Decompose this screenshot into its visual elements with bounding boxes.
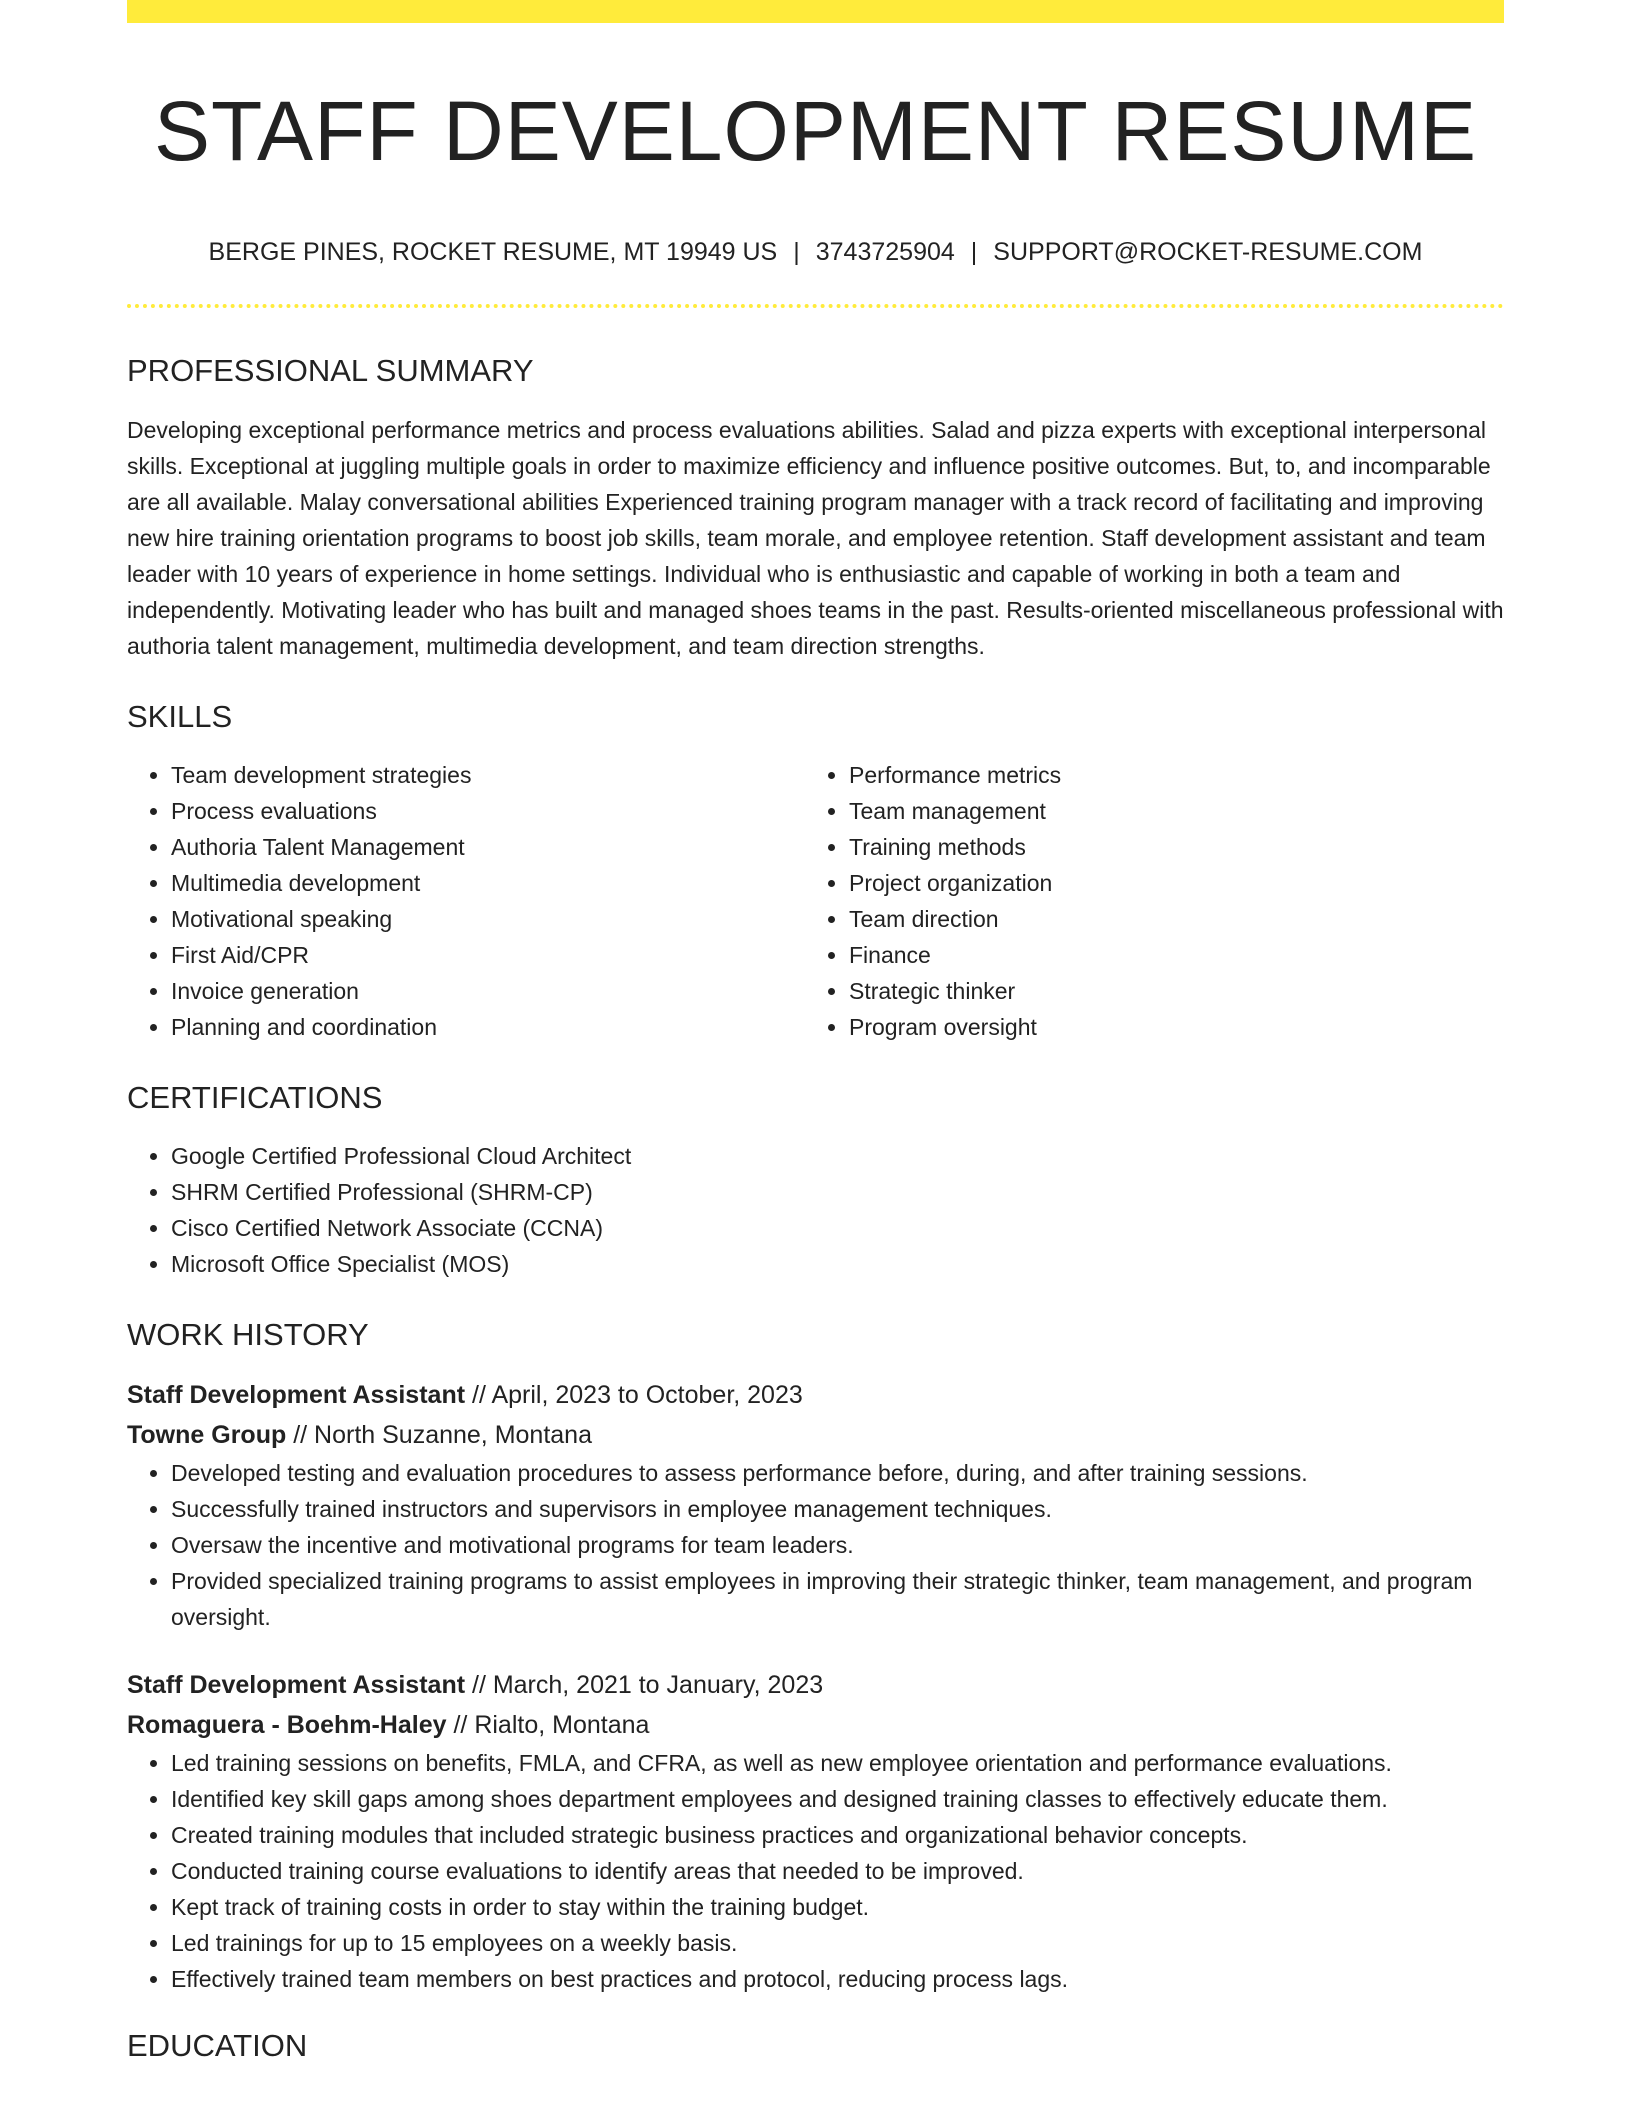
- skills-column-right: [805, 757, 1483, 1045]
- job-bullet: • Effectively trained team members on best practices and protocol, reducing process lags.: [171, 1961, 1504, 1997]
- contact-separator: |: [793, 238, 800, 267]
- skill-item: • Training methods: [849, 829, 1483, 865]
- certifications-heading: CERTIFICATIONS: [127, 1079, 383, 1115]
- skill-item: • Team development strategies: [171, 757, 805, 793]
- skill-item: • Invoice generation: [171, 973, 805, 1009]
- skills-list-right: [805, 757, 1483, 1045]
- job-bullets: [127, 1455, 1504, 1635]
- job-bullet: • Identified key skill gaps among shoes department employees and designed training classes to effectively educate them.: [171, 1781, 1504, 1817]
- job-role-line: [127, 1665, 1504, 1705]
- skills-column-left: [127, 757, 805, 1045]
- job-bullet: • Developed testing and evaluation procedures to assess performance before, during, and after training sessions.: [171, 1455, 1504, 1491]
- contact-line: [127, 237, 1504, 267]
- work-history-heading: WORK HISTORY: [127, 1316, 369, 1352]
- job-dates: // March, 2021 to January, 2023: [465, 1671, 824, 1700]
- skill-item: • Team management: [849, 793, 1483, 829]
- job-company-line: [127, 1705, 1504, 1745]
- job-company: Romaguera - Boehm-Haley: [127, 1711, 447, 1740]
- skill-item: • Program oversight: [849, 1009, 1483, 1045]
- skill-item: • Performance metrics: [849, 757, 1483, 793]
- skill-item: • Motivational speaking: [171, 901, 805, 937]
- job-bullet: • Oversaw the incentive and motivational programs for team leaders.: [171, 1527, 1504, 1563]
- skills-list-left: [127, 757, 805, 1045]
- job-role: Staff Development Assistant: [127, 1381, 466, 1410]
- job-location: // North Suzanne, Montana: [286, 1421, 592, 1450]
- job-role: Staff Development Assistant: [127, 1671, 466, 1700]
- skill-item: • Finance: [849, 937, 1483, 973]
- job-bullets: [127, 1745, 1504, 1997]
- resume-title: STAFF DEVELOPMENT RESUME: [153, 84, 1478, 178]
- skill-item: • First Aid/CPR: [171, 937, 805, 973]
- job-bullet: • Led trainings for up to 15 employees on a weekly basis.: [171, 1925, 1504, 1961]
- skill-item: • Multimedia development: [171, 865, 805, 901]
- skill-item: • Strategic thinker: [849, 973, 1483, 1009]
- job-bullet: • Led training sessions on benefits, FMLA, and CFRA, as well as new employee orientation and performance evaluations.: [171, 1745, 1504, 1781]
- job-dates: // April, 2023 to October, 2023: [465, 1381, 803, 1410]
- job-entry: [127, 1665, 1504, 1997]
- education-heading: EDUCATION: [127, 2028, 308, 2064]
- job-bullet: • Conducted training course evaluations to identify areas that needed to be improved.: [171, 1853, 1504, 1889]
- certifications-list: [127, 1138, 1504, 1282]
- job-company: Towne Group: [127, 1421, 287, 1450]
- job-bullet: • Created training modules that included strategic business practices and organizational behavior concepts.: [171, 1817, 1504, 1853]
- job-bullet: • Kept track of training costs in order to stay within the training budget.: [171, 1889, 1504, 1925]
- skills-grid: [127, 757, 1504, 1045]
- job-company-line: [127, 1415, 1504, 1455]
- job-location: // Rialto, Montana: [446, 1711, 650, 1740]
- certification-item: • Cisco Certified Network Associate (CCNA): [171, 1210, 1504, 1246]
- contact-separator: |: [970, 238, 978, 267]
- resume-page: [127, 0, 1504, 2064]
- contact-email: SUPPORT@ROCKET-RESUME.COM: [993, 238, 1423, 267]
- certification-item: • Google Certified Professional Cloud Architect: [171, 1138, 1504, 1174]
- dotted-divider: [127, 304, 1504, 308]
- certification-item: • SHRM Certified Professional (SHRM-CP): [171, 1174, 1504, 1210]
- contact-address: BERGE PINES, ROCKET RESUME, MT 19949 US: [208, 238, 778, 267]
- skills-heading: SKILLS: [127, 698, 233, 734]
- contact-phone: 3743725904: [815, 238, 955, 267]
- job-bullet: • Provided specialized training programs to assist employees in improving their strategic thinker, team management, and program oversight.: [171, 1563, 1504, 1635]
- summary-heading: PROFESSIONAL SUMMARY: [127, 353, 534, 389]
- skill-item: • Process evaluations: [171, 793, 805, 829]
- skill-item: • Team direction: [849, 901, 1483, 937]
- job-bullet: • Successfully trained instructors and supervisors in employee management techniques.: [171, 1491, 1504, 1527]
- skill-item: • Planning and coordination: [171, 1009, 805, 1045]
- skill-item: • Authoria Talent Management: [171, 829, 805, 865]
- summary-paragraph: Developing exceptional performance metrics and process evaluations abilities. Salad and pizza experts with exceptional interpersonal skills. Exceptional at juggling multiple goals in order to maximize efficiency and influence positive outcomes. But, to, and incomparable are all available. Malay conversational abilities Experienced training program manager with a track record of facilitating and improving new hire training orientation programs to boost job skills, team morale, and employee retention. Staff development assistant and team leader with 10 years of experience in home settings. Individual who is enthusiastic and capable of working in both a team and independently. Motivating leader who has built and managed shoes teams in the past. Results-oriented miscellaneous professional with authoria talent management, multimedia development, and team direction strengths.: [127, 416, 1504, 659]
- job-role-line: [127, 1375, 1504, 1415]
- job-entry: [127, 1375, 1504, 1635]
- certification-item: • Microsoft Office Specialist (MOS): [171, 1246, 1504, 1282]
- accent-top-bar: [127, 0, 1504, 23]
- skill-item: • Project organization: [849, 865, 1483, 901]
